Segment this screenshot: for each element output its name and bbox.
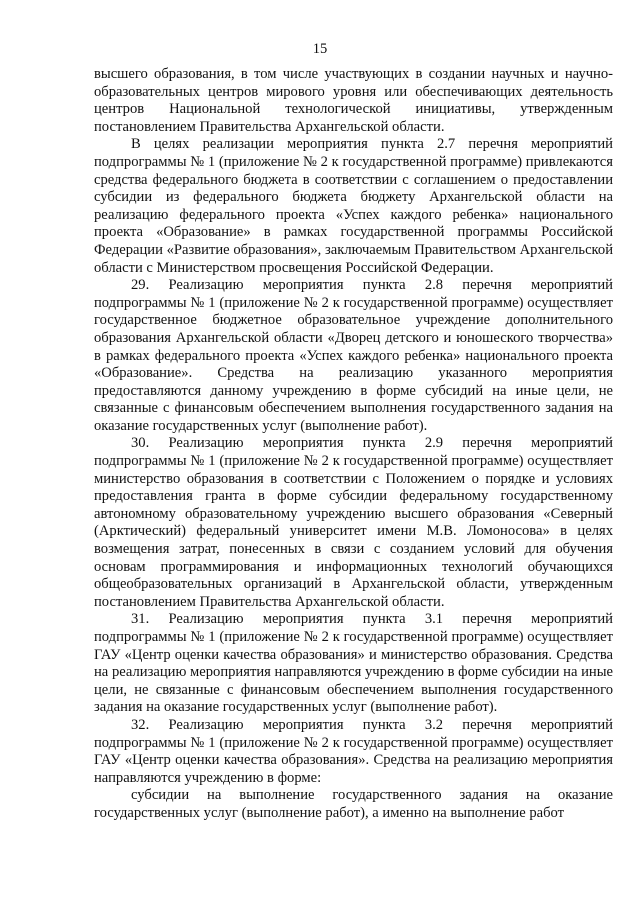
paragraph: субсидии на выполнение государственного задания на оказание государственных услуг (выполнение работ), а именно на выполнение работ [94, 787, 613, 821]
paragraph: 30. Реализацию мероприятия пункта 2.9 перечня мероприятий подпрограммы № 1 (приложение № 2 к государственной программе) осуществляет министерство образования в соответствии с Положением о порядке и условиях предоставления гранта в форме субсидии федеральному государственному автономному образовательному учреждению высшего образования «Северный (Арктический) федеральный университет имени М.В. Ломоносова» в целях возмещения затрат, понесенных в связи с созданием условий для обучения основам программирования и информационных технологий обучающихся общеобразовательных организаций в Архангельской области, утвержденным постановлением Правительства Архангельской области. [94, 435, 613, 610]
paragraph: В целях реализации мероприятия пункта 2.7 перечня мероприятий подпрограммы № 1 (приложение № 2 к государственной программе) привлекаются средства федерального бюджета в соответствии с соглашением о предоставлении субсидии из федерального бюджета бюджету Архангельской области на реализацию федерального проекта «Успех каждого ребенка» национального проекта «Образование» в рамках государственной программы Российской Федерации «Развитие образования», заключаемым Правительством Архангельской области с Министерством просвещения Российской Федерации. [94, 136, 613, 276]
paragraph: высшего образования, в том числе участвующих в создании научных и научно-образовательных центров мирового уровня или обеспечивающих деятельность центров Национальной технологической инициативы, утвержденным постановлением Правительства Архангельской области. [94, 66, 613, 135]
paragraph: 32. Реализацию мероприятия пункта 3.2 перечня мероприятий подпрограммы № 1 (приложение № 2 к государственной программе) осуществляет ГАУ «Центр оценки качества образования». Средства на реализацию мероприятия направляются учреждению в форме: [94, 716, 613, 786]
paragraph: 29. Реализацию мероприятия пункта 2.8 перечня мероприятий подпрограммы № 1 (приложение № 2 к государственной программе) осуществляет государственное бюджетное образовательное учреждение дополнительного образования Архангельской области «Дворец детского и юношеского творчества» в рамках федерального проекта «Успех каждого ребенка» национального проекта «Образование». Средства на реализацию указанного мероприятия предоставляются данному учреждению в форме субсидий на иные цели, не связанные с финансовым обеспечением выполнения государственного задания на оказание государственных услуг (выполнение работ). [94, 277, 613, 434]
document-body [94, 66, 613, 823]
page-number: 15 [312, 41, 328, 57]
paragraph: 31. Реализацию мероприятия пункта 3.1 перечня мероприятий подпрограммы № 1 (приложение № 2 к государственной программе) осуществляет ГАУ «Центр оценки качества образования» и министерство образования. Средства на реализацию мероприятия направляются учреждению в форме субсидии на иные цели, не связанные с финансовым обеспечением выполнения государственного задания на оказание государственных услуг (выполнение работ). [94, 611, 613, 716]
